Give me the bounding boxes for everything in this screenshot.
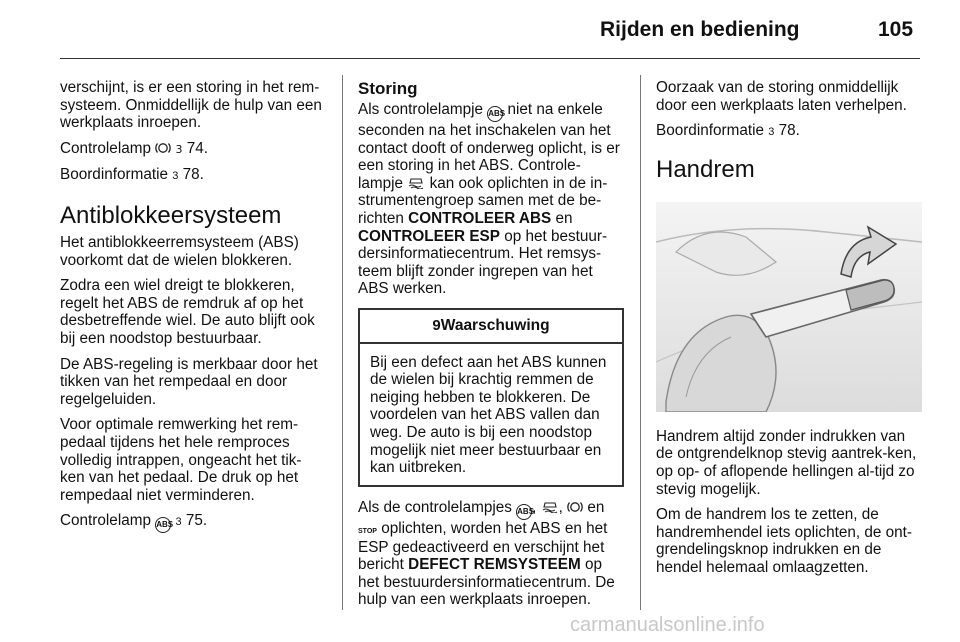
- warning-box: [358, 308, 624, 487]
- paragraph: Oorzaak van de storing onmiddellijk door een werkplaats laten verhelpen.: [656, 79, 907, 114]
- watermark: carmanualsonline.info: [570, 614, 765, 636]
- abs-icon: ABS: [487, 106, 503, 122]
- paragraph: [656, 122, 922, 142]
- paragraph: Als de controlelampjes ABS, , en STOP oplichten, worden het ABS en het ESP gedeactiveerd en verschijnt het bericht DEFECT REMSYSTEEM op het bestuurdersinformatiecentrum. De hulp van een werkplaats inroepen.: [358, 498, 615, 609]
- paragraph: Handrem altijd zonder indrukken van de ontgrendelknop stevig aantrek-ken, op op- of aflopende hellingen al-tijd zo stevig mogelijk.: [656, 427, 917, 498]
- paragraph: Om de handrem los te zetten, de handremhendel iets oplichten, de ont-grendelingsknop indrukken en de hendel helemaal omlaagzetten.: [656, 506, 912, 576]
- paragraph: De ABS-regeling is merkbaar door het tikken van het rempedaal en door regelgeluiden.: [60, 355, 318, 408]
- page-reference-icon: 3: [172, 170, 179, 183]
- text: Boordinformatie: [656, 122, 764, 140]
- warning-title: Waarschuwing: [440, 316, 550, 334]
- text: Als de controlelampjes: [358, 498, 512, 516]
- text: oplichten, worden het ABS en het ESP gedeactiveerd en verschijnt het bericht: [358, 519, 608, 574]
- column-divider: [342, 75, 343, 610]
- page-title: Rijden en bediening: [600, 18, 800, 41]
- warning-header: [360, 310, 622, 344]
- column-2: [358, 79, 624, 617]
- text: Boordinformatie: [60, 166, 168, 184]
- text: Controlelamp: [60, 512, 151, 530]
- message-text: CONTROLEER ABS: [408, 209, 552, 227]
- brake-warning-icon: [567, 500, 583, 514]
- abs-icon: ABS: [516, 504, 532, 520]
- section-heading: Antiblokkeersysteem: [60, 201, 282, 229]
- header-divider: [60, 58, 920, 59]
- handbrake-illustration: [656, 202, 922, 412]
- section-heading: Handrem: [656, 155, 755, 183]
- paragraph: verschijnt, is er een storing in het rem-systeem. Onmiddellijk de hulp van een werkplaats inroepen.: [60, 79, 322, 132]
- esp-skid-icon: [407, 177, 425, 189]
- text: Controlelamp: [60, 139, 151, 157]
- text: en: [555, 209, 573, 227]
- paragraph: [60, 166, 326, 186]
- paragraph: [358, 101, 624, 298]
- subsection-heading: Storing: [358, 79, 418, 98]
- warning-icon: 9: [432, 316, 441, 334]
- message-text: DEFECT REMSYSTEEM: [408, 556, 581, 574]
- warning-text: Bij een defect aan het ABS kunnen de wielen bij krachtig remmen de neiging hebben te blokkeren. De voordelen van het ABS vallen dan weg. De auto is bij een noodstop mogelijk niet meer bestuurbaar en kan uitbreken.: [370, 353, 607, 477]
- text: op het bestuurdersinformatiecentrum. De hulp van een werkplaats inroepen.: [358, 556, 615, 609]
- message-text: CONTROLEER ESP: [358, 227, 500, 245]
- text: Als controlelampje: [358, 101, 483, 118]
- text: en: [587, 498, 605, 516]
- column-3: [656, 79, 922, 585]
- column-1: [60, 79, 326, 541]
- page-reference-icon: 3: [768, 126, 775, 139]
- paragraph: [60, 512, 326, 533]
- page-reference[interactable]: 74.: [186, 139, 208, 157]
- page-reference[interactable]: 78.: [778, 122, 800, 140]
- abs-icon: ABS: [155, 517, 171, 533]
- page-reference[interactable]: 78.: [182, 166, 204, 184]
- page-number: 105: [878, 18, 914, 41]
- esp-skid-icon: [541, 501, 559, 513]
- column-divider: [640, 75, 641, 610]
- handbrake-drawing: [656, 202, 922, 412]
- text: op het bestuur-dersinformatiecentrum. Het remsys-teem blijft zonder ingrepen van het ABS werken.: [358, 227, 608, 298]
- page-reference-icon: 3: [175, 516, 182, 529]
- paragraph: Zodra een wiel dreigt te blokkeren, regelt het ABS de remdruk af op het desbetreffende wiel. De auto blijft ook bij een noodstop bestuurbaar.: [60, 277, 315, 347]
- text: kan ook oplichten in de in-strumentengroep samen met de be-richten: [358, 174, 608, 227]
- paragraph: Voor optimale remwerking het rem-pedaal tijdens het hele remproces volledig intrappen, ongeacht het tik-ken van het pedaal. De druk op het rempedaal niet verminderen.: [60, 416, 302, 504]
- page-reference[interactable]: 75.: [185, 512, 208, 530]
- page-reference-icon: 3: [175, 142, 183, 156]
- text: niet na enkele seconden na het inschakelen van het contact dooft of onderweg oplicht, is er een storing in het ABS. Controle-lampje: [358, 101, 620, 192]
- stop-icon: STOP: [358, 527, 377, 535]
- brake-warning-icon: [155, 141, 171, 155]
- paragraph: Het antiblokkeerremsysteem (ABS) voorkomt dat de wielen blokkeren.: [60, 233, 299, 269]
- paragraph: [60, 140, 326, 159]
